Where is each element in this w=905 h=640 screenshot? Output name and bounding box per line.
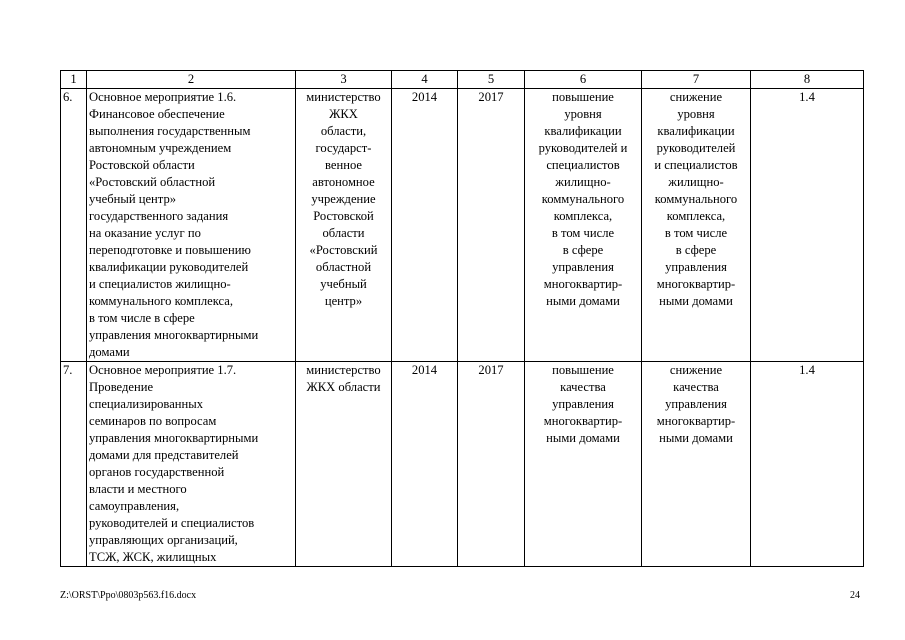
expected-result-line: качества: [560, 380, 606, 394]
activity-name-line: «Ростовский областной: [89, 175, 216, 189]
expected-result-line: квалификации: [544, 124, 622, 138]
expected-result-line: уровня: [564, 107, 602, 121]
consequences-line: ными домами: [659, 431, 733, 445]
document-table: [60, 70, 864, 567]
executor-line: центр»: [324, 294, 363, 308]
consequences-line: управления: [665, 260, 727, 274]
consequences-line: ными домами: [659, 294, 733, 308]
activity-name-cell: [87, 89, 296, 362]
consequences-line: комплекса,: [666, 209, 726, 223]
indicator-link-cell: 1.4: [751, 89, 864, 362]
executor-line: венное: [325, 158, 362, 172]
executor-line: области,: [320, 124, 367, 138]
executor-line: Ростовской: [313, 209, 374, 223]
consequences-line: в том числе: [664, 226, 728, 240]
executor-line: министерство: [306, 90, 381, 104]
expected-result-line: комплекса,: [553, 209, 613, 223]
activity-name-line: Основное мероприятие 1.6.: [89, 90, 237, 104]
executor-line: ЖКХ области: [306, 380, 381, 394]
consequences-cell: [642, 362, 751, 567]
executor-line: учебный: [320, 277, 367, 291]
activity-name-line: домами для представителей: [89, 448, 239, 462]
activity-name-line: учебный центр»: [89, 192, 177, 206]
executor-line: учреждение: [311, 192, 376, 206]
expected-result-line: в сфере: [562, 243, 604, 257]
header-cell-1: 1: [61, 71, 87, 89]
footer-file-path: Z:\ORST\Ppo\0803p563.f16.docx: [60, 590, 197, 601]
consequences-line: руководителей: [656, 141, 736, 155]
expected-result-cell: [525, 362, 642, 567]
consequences-line: снижение: [669, 363, 723, 377]
end-year-cell: 2017: [458, 362, 525, 567]
executor-line: областной: [315, 260, 372, 274]
expected-result-line: повышение: [552, 90, 614, 104]
executor-line: министерство: [306, 363, 381, 377]
expected-result-line: в том числе: [551, 226, 615, 240]
executor-line: государст-: [315, 141, 372, 155]
consequences-cell: [642, 89, 751, 362]
consequences-line: снижение: [669, 90, 723, 104]
executor-line: области: [322, 226, 365, 240]
activity-name-line: управления многоквартирными: [89, 328, 259, 342]
expected-result-line: специалистов: [546, 158, 620, 172]
activity-name-cell: [87, 362, 296, 567]
header-cell-6: 6: [525, 71, 642, 89]
page-number: 24: [850, 590, 860, 601]
activity-name-line: автономным учреждением: [89, 141, 232, 155]
consequences-line: многоквартир-: [656, 277, 736, 291]
activity-name-line: самоуправления,: [89, 499, 180, 513]
activity-name-line: ТСЖ, ЖСК, жилищных: [89, 550, 217, 564]
activity-name-line: семинаров по вопросам: [89, 414, 217, 428]
activity-name-line: в том числе в сфере: [89, 311, 195, 325]
activity-name-line: домами: [89, 345, 130, 359]
table-header-row: [61, 71, 864, 89]
activity-name-line: переподготовке и повышению: [89, 243, 251, 257]
table-row: [61, 89, 864, 362]
activity-name-line: государственного задания: [89, 209, 229, 223]
executor-line: автономное: [312, 175, 375, 189]
executor-cell: [296, 89, 392, 362]
indicator-link-cell: 1.4: [751, 362, 864, 567]
header-cell-8: 8: [751, 71, 864, 89]
activity-name-line: Финансовое обеспечение: [89, 107, 225, 121]
consequences-line: коммунального: [654, 192, 738, 206]
expected-result-line: управления: [552, 260, 614, 274]
expected-result-line: ными домами: [546, 294, 620, 308]
executor-cell: [296, 362, 392, 567]
expected-result-line: коммунального: [541, 192, 625, 206]
executor-line: «Ростовский: [309, 243, 378, 257]
row-number: 6.: [61, 89, 87, 362]
activity-name-line: квалификации руководителей: [89, 260, 249, 274]
end-year-cell: 2017: [458, 89, 525, 362]
activity-name-line: власти и местного: [89, 482, 187, 496]
consequences-line: квалификации: [657, 124, 735, 138]
activity-name-line: управляющих организаций,: [89, 533, 238, 547]
expected-result-line: жилищно-: [555, 175, 611, 189]
consequences-line: уровня: [677, 107, 715, 121]
executor-line: ЖКХ: [329, 107, 358, 121]
consequences-line: качества: [673, 380, 719, 394]
expected-result-line: руководителей и: [538, 141, 628, 155]
header-cell-2: 2: [87, 71, 296, 89]
activity-name-line: и специалистов жилищно-: [89, 277, 231, 291]
consequences-line: жилищно-: [668, 175, 724, 189]
expected-result-line: ными домами: [546, 431, 620, 445]
activity-name-line: Проведение: [89, 380, 154, 394]
activity-name-line: коммунального комплекса,: [89, 294, 233, 308]
header-cell-3: 3: [296, 71, 392, 89]
consequences-line: управления: [665, 397, 727, 411]
consequences-line: в сфере: [675, 243, 717, 257]
header-cell-4: 4: [392, 71, 458, 89]
consequences-line: многоквартир-: [656, 414, 736, 428]
consequences-line: и специалистов: [654, 158, 738, 172]
row-number: 7.: [61, 362, 87, 567]
activity-name-line: Ростовской области: [89, 158, 195, 172]
expected-result-line: многоквартир-: [543, 414, 623, 428]
expected-result-line: многоквартир-: [543, 277, 623, 291]
activity-name-line: руководителей и специалистов: [89, 516, 255, 530]
activity-name-line: выполнения государственным: [89, 124, 251, 138]
activity-name-line: органов государственной: [89, 465, 225, 479]
header-cell-5: 5: [458, 71, 525, 89]
table-row: [61, 362, 864, 567]
activity-name-line: управления многоквартирными: [89, 431, 259, 445]
expected-result-line: управления: [552, 397, 614, 411]
start-year-cell: 2014: [392, 89, 458, 362]
activity-name-line: специализированных: [89, 397, 204, 411]
expected-result-cell: [525, 89, 642, 362]
header-cell-7: 7: [642, 71, 751, 89]
activity-name-line: Основное мероприятие 1.7.: [89, 363, 237, 377]
activity-name-line: на оказание услуг по: [89, 226, 201, 240]
start-year-cell: 2014: [392, 362, 458, 567]
expected-result-line: повышение: [552, 363, 614, 377]
